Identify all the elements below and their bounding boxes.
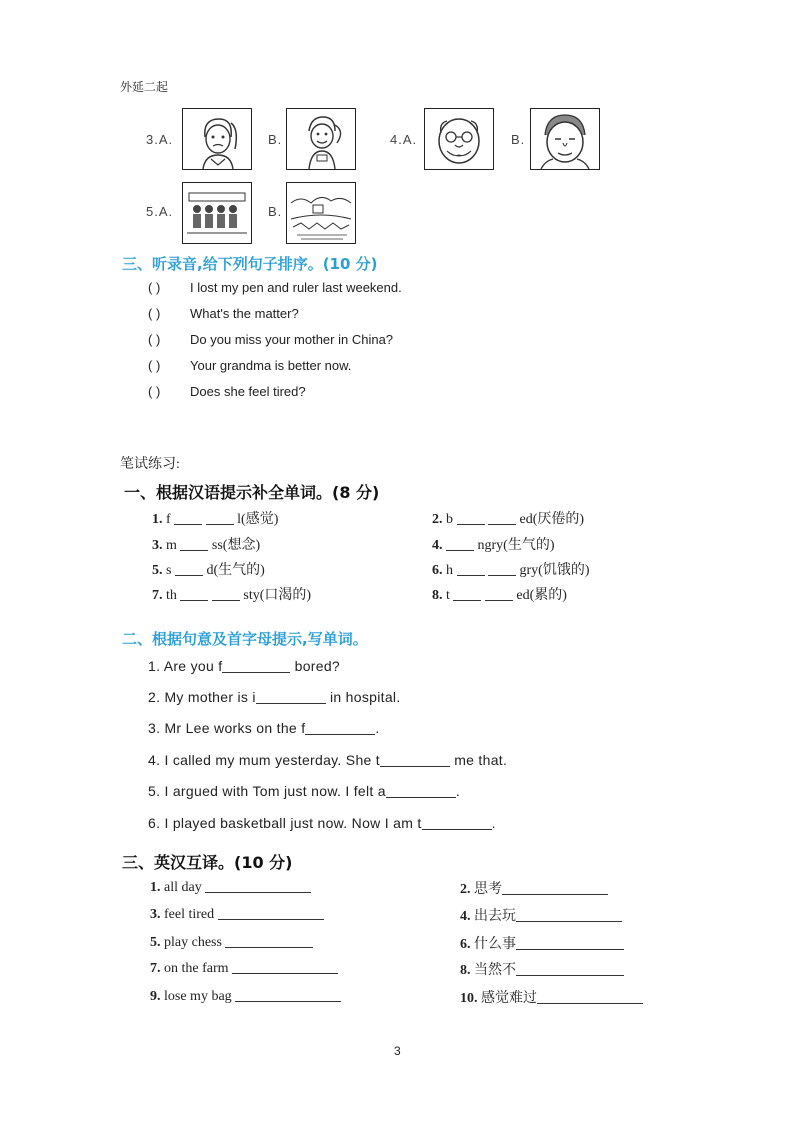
- word-item-5: 5. s d(生气的): [152, 563, 265, 578]
- first-letter-item-1: 1. Are you f bored?: [148, 658, 341, 674]
- translate-item-1: 1. all day: [150, 878, 311, 896]
- section-title-translate: 三、英汉互译。(10 分): [122, 853, 293, 872]
- translate-blank[interactable]: [516, 907, 622, 922]
- answer-blank[interactable]: [222, 658, 290, 673]
- order-paren-2[interactable]: ( ): [148, 306, 161, 321]
- word-item-3: 3. m ss(想念): [152, 538, 261, 553]
- translate-blank[interactable]: [205, 878, 311, 893]
- word-item-8: 8. t ed(累的): [432, 588, 567, 603]
- word-blank[interactable]: [457, 561, 485, 576]
- q3-option-b-label: B.: [268, 132, 283, 147]
- q4-option-b-label: B.: [511, 132, 526, 147]
- answer-blank[interactable]: [386, 783, 456, 798]
- word-item-4: 4. ngry(生气的): [432, 538, 555, 553]
- q3-option-a-label: 3.A.: [146, 132, 174, 147]
- q3-option-a-image[interactable]: [182, 108, 252, 170]
- translate-blank[interactable]: [218, 905, 324, 920]
- first-letter-item-4: 4. I called my mum yesterday. She t me that.: [148, 752, 508, 768]
- word-blank[interactable]: [175, 561, 203, 576]
- word-item-6: 6. h gry(饥饿的): [432, 563, 590, 578]
- written-practice-label: 笔试练习:: [120, 457, 180, 472]
- word-blank[interactable]: [206, 510, 234, 525]
- q5-option-a-image[interactable]: [182, 182, 252, 244]
- girl-ponytail-picture: [183, 109, 251, 169]
- farm-scene-picture: [287, 183, 355, 243]
- order-item-4[interactable]: ( ) Your grandma is better now.: [148, 358, 352, 373]
- word-blank[interactable]: [174, 510, 202, 525]
- translate-item-9: 9. lose my bag: [150, 987, 341, 1005]
- old-man-glasses-picture: [425, 109, 493, 169]
- word-blank[interactable]: [446, 536, 474, 551]
- order-paren-4[interactable]: ( ): [148, 358, 161, 373]
- word-blank[interactable]: [457, 510, 485, 525]
- girl-smiling-picture: [287, 109, 355, 169]
- translate-item-5: 5. play chess: [150, 933, 313, 951]
- word-blank[interactable]: [485, 586, 513, 601]
- answer-blank[interactable]: [256, 689, 326, 704]
- q5-option-b-label: B.: [268, 204, 283, 219]
- translate-blank[interactable]: [516, 935, 624, 950]
- word-blank[interactable]: [180, 536, 208, 551]
- first-letter-item-2: 2. My mother is i in hospital.: [148, 689, 401, 705]
- translate-blank[interactable]: [235, 987, 341, 1002]
- translate-blank[interactable]: [502, 880, 608, 895]
- translate-blank[interactable]: [537, 989, 643, 1004]
- answer-blank[interactable]: [380, 752, 450, 767]
- order-item-5[interactable]: ( ) Does she feel tired?: [148, 384, 306, 399]
- order-item-2[interactable]: ( ) What's the matter?: [148, 306, 299, 321]
- word-blank[interactable]: [180, 586, 208, 601]
- first-letter-item-3: 3. Mr Lee works on the f .: [148, 720, 380, 736]
- section-title-complete-words: 一、根据汉语提示补全单词。(8 分): [124, 483, 380, 502]
- translate-item-6: 6. 什么事: [460, 933, 624, 953]
- answer-blank[interactable]: [305, 720, 375, 735]
- answer-blank[interactable]: [422, 815, 492, 830]
- q3-option-b-image[interactable]: [286, 108, 356, 170]
- order-paren-5[interactable]: ( ): [148, 384, 161, 399]
- header-note: 外延二起: [120, 80, 169, 94]
- q5-option-b-image[interactable]: [286, 182, 356, 244]
- first-letter-item-5: 5. I argued with Tom just now. I felt a .: [148, 783, 461, 799]
- translate-item-8: 8. 当然不: [460, 959, 624, 979]
- word-item-1: 1. f l(感觉): [152, 512, 279, 527]
- order-item-3[interactable]: ( ) Do you miss your mother in China?: [148, 332, 394, 347]
- translate-item-4: 4. 出去玩: [460, 905, 622, 925]
- translate-blank[interactable]: [232, 959, 338, 974]
- word-blank[interactable]: [212, 586, 240, 601]
- translate-item-10: 10. 感觉难过: [460, 987, 643, 1007]
- word-blank[interactable]: [488, 510, 516, 525]
- q5-option-a-label: 5.A.: [146, 204, 174, 219]
- q4-option-a-label: 4.A.: [390, 132, 418, 147]
- q4-option-a-image[interactable]: [424, 108, 494, 170]
- translate-blank[interactable]: [225, 933, 313, 948]
- page-number: 3: [394, 1044, 401, 1058]
- order-paren-1[interactable]: ( ): [148, 280, 161, 295]
- translate-item-3: 3. feel tired: [150, 905, 324, 923]
- group-people-picture: [183, 183, 251, 243]
- word-item-2: 2. b ed(厌倦的): [432, 512, 585, 527]
- word-item-7: 7. th sty(口渴的): [152, 588, 312, 603]
- word-blank[interactable]: [488, 561, 516, 576]
- cut-off-text-fragment: [150, 606, 610, 612]
- section-title-listen-order: 三、听录音,给下列句子排序。(10 分): [122, 255, 378, 273]
- translate-item-2: 2. 思考: [460, 878, 608, 898]
- q4-option-b-image[interactable]: [530, 108, 600, 170]
- order-paren-3[interactable]: ( ): [148, 332, 161, 347]
- old-woman-picture: [531, 109, 599, 169]
- word-blank[interactable]: [453, 586, 481, 601]
- translate-blank[interactable]: [516, 961, 624, 976]
- first-letter-item-6: 6. I played basketball just now. Now I am t .: [148, 815, 496, 831]
- order-item-1[interactable]: ( ) I lost my pen and ruler last weekend.: [148, 280, 402, 295]
- section-title-first-letter: 二、根据句意及首字母提示,写单词。: [122, 630, 368, 648]
- translate-item-7: 7. on the farm: [150, 959, 338, 977]
